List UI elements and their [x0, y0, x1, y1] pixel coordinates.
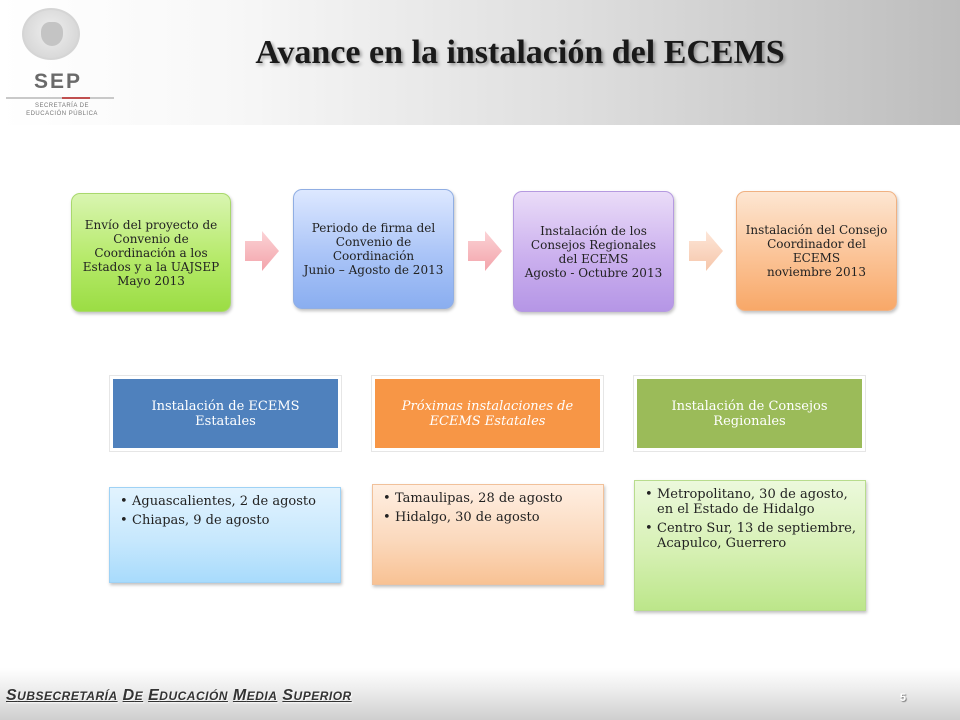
process-step-1 — [71, 193, 231, 312]
process-step-4 — [736, 191, 897, 311]
list-item: • Centro Sur, 13 de septiembre, Acapulco, Guerrero — [643, 521, 857, 551]
process-step-label: Instalación del Consejo Coordinador del ECEMS noviembre 2013 — [745, 223, 888, 279]
arrow-right-icon — [689, 231, 723, 271]
list-item: • Tamaulipas, 28 de agosto — [381, 491, 595, 506]
list-item: • Metropolitano, 30 de agosto, en el Estado de Hidalgo — [643, 487, 857, 517]
list-item: • Hidalgo, 30 de agosto — [381, 510, 595, 525]
process-step-label: Periodo de firma del Convenio de Coordinación Junio – Agosto de 2013 — [303, 221, 444, 277]
process-step-label: Instalación de los Consejos Regionales del ECEMS Agosto - Octubre 2013 — [524, 223, 663, 280]
list-regionales — [634, 480, 866, 611]
category-header-label: Instalación de ECEMS Estatales — [151, 398, 300, 429]
process-step-label: Envío del proyecto de Convenio de Coordinación a los Estados y a la UAJSEP Mayo 2013 — [82, 217, 220, 288]
page-number: 5 — [899, 692, 906, 704]
category-header-estatales — [110, 376, 341, 451]
category-header-label: Próximas instalaciones de ECEMS Estatales — [401, 398, 574, 429]
footer-text — [6, 687, 352, 705]
list-proximas — [372, 484, 604, 585]
list-item: • Chiapas, 9 de agosto — [118, 513, 332, 528]
footer-label: SUBSECRETARÍA DE EDUCACIÓN MEDIA SUPERIOR — [6, 687, 352, 704]
logo-divider — [6, 97, 114, 99]
category-header-proximas — [372, 376, 603, 451]
header-band — [0, 0, 960, 125]
list-estatales — [109, 487, 341, 583]
list-item: • Aguascalientes, 2 de agosto — [118, 494, 332, 509]
arrow-right-icon — [468, 231, 502, 271]
process-step-3 — [513, 191, 674, 312]
category-header-label: Instalación de Consejos Regionales — [671, 398, 828, 429]
footer-band — [0, 668, 960, 720]
logo-text: SEP — [34, 70, 83, 93]
arrow-right-icon — [245, 231, 279, 271]
logo-subtitle: SECRETARÍA DE EDUCACIÓN PÚBLICA — [26, 103, 98, 117]
slide-title: Avance en la instalación del ECEMS — [255, 34, 785, 71]
process-step-2 — [293, 189, 454, 309]
category-header-regionales — [634, 376, 865, 451]
